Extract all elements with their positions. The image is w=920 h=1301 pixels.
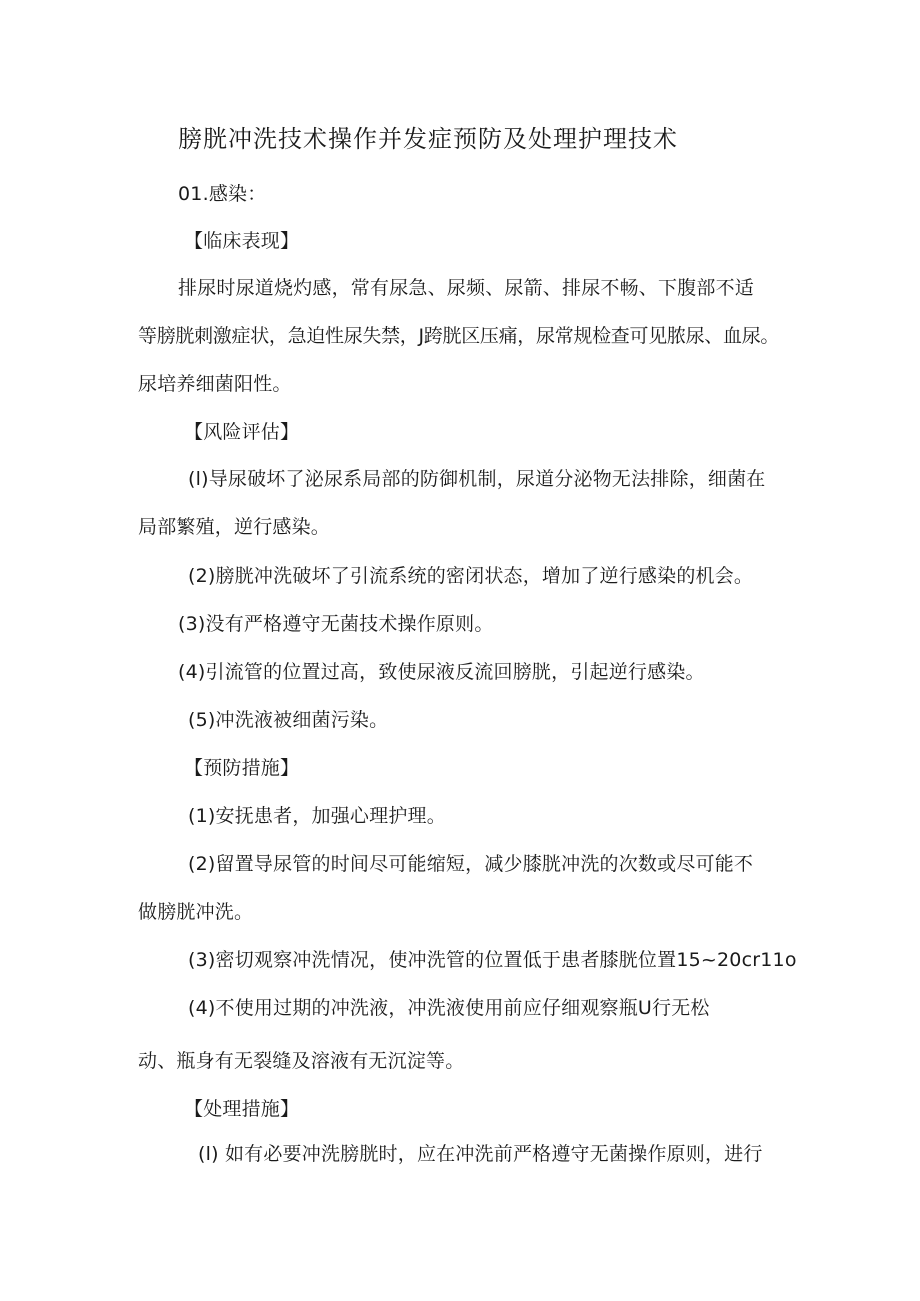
clinical-line-1: 排尿时尿道烧灼感，常有尿急、尿频、尿箭、排尿不畅、下腹部不适	[178, 277, 755, 299]
clinical-heading: 【临床表现】	[184, 230, 300, 252]
treatment-heading: 【处理措施】	[184, 1098, 300, 1120]
prevention-item-2-line-1: (2)留置导尿管的时间尽可能缩短，减少膝胱冲洗的次数或尽可能不	[188, 853, 754, 875]
prevention-item-1: (1)安抚患者，加强心理护理。	[188, 805, 446, 827]
risk-item-1-line-1: (l)导尿破坏了泌尿系局部的防御机制，尿道分泌物无法排除，细菌在	[188, 468, 766, 490]
prevention-heading: 【预防措施】	[184, 757, 300, 779]
treatment-item-1-line-1: (l) 如有必要冲洗膀胱时，应在冲洗前严格遵守无菌操作原则，进行	[198, 1143, 763, 1165]
risk-item-3: (3)没有严格遵守无菌技术操作原则。	[178, 613, 494, 635]
prevention-item-4-line-2: 动、瓶身有无裂缝及溶液有无沉淀等。	[138, 1050, 465, 1072]
risk-item-1-line-2: 局部繁殖，逆行感染。	[138, 516, 331, 538]
prevention-item-4-line-1: (4)不使用过期的冲洗液，冲洗液使用前应仔细观察瓶U行无松	[188, 997, 710, 1019]
risk-item-5: (5)冲洗液被细菌污染。	[188, 709, 389, 731]
prevention-item-3: (3)密切观察冲洗情况，使冲洗管的位置低于患者膝胱位置15~20cr11o	[188, 949, 797, 971]
clinical-line-3: 尿培养细菌阳性。	[138, 373, 292, 395]
section-heading-infection: 01.感染：	[178, 183, 267, 205]
risk-heading: 【风险评估】	[184, 421, 300, 443]
prevention-item-2-line-2: 做膀胱冲洗。	[138, 901, 254, 923]
risk-item-2: (2)膀胱冲洗破坏了引流系统的密闭状态，增加了逆行感染的机会。	[188, 565, 754, 587]
document-title: 膀胱冲洗技术操作并发症预防及处理护理技术	[178, 125, 678, 153]
clinical-line-2: 等膀胱刺激症状，急迫性尿失禁，J跨胱区压痛，尿常规检查可见脓尿、血尿。	[138, 325, 780, 347]
risk-item-4: (4)引流管的位置过高，致使尿液反流回膀胱，引起逆行感染。	[178, 661, 705, 683]
